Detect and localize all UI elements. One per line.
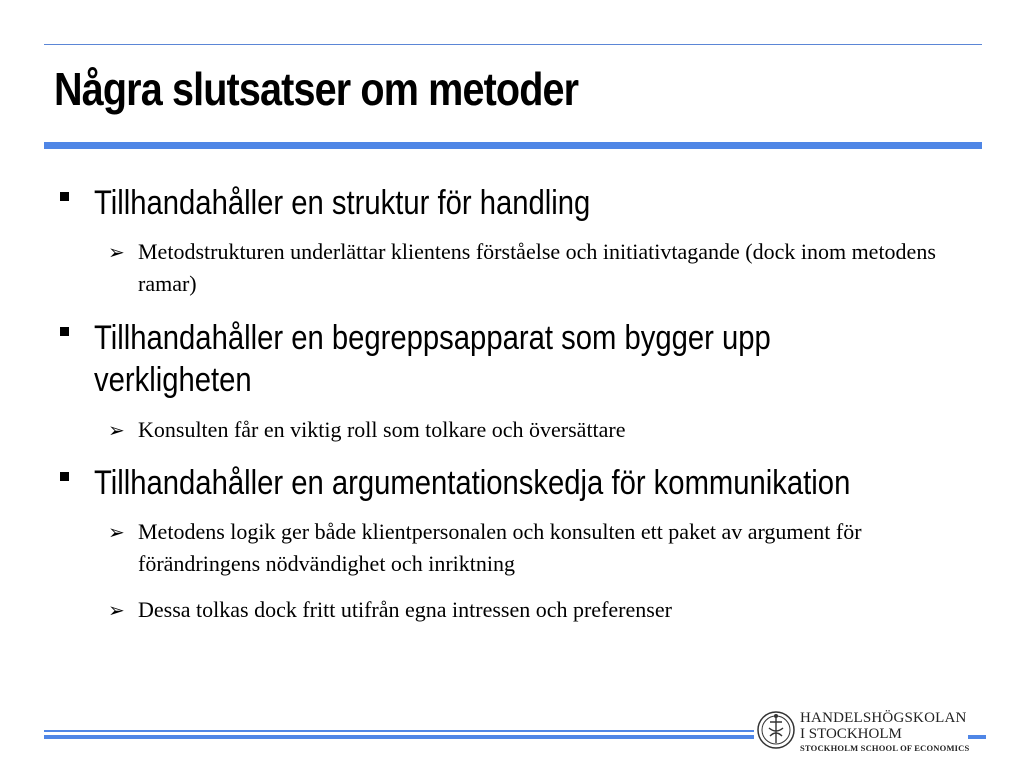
square-bullet-icon (60, 472, 69, 481)
arrow-bullet-icon: ➢ (108, 418, 125, 442)
seal-icon (756, 708, 796, 752)
arrow-bullet-icon: ➢ (108, 240, 125, 264)
arrow-bullet-icon: ➢ (108, 520, 125, 544)
square-bullet-icon (60, 327, 69, 336)
bullet-text: Tillhandahåller en argumentationskedja för kommunikation (94, 464, 851, 502)
logo-text-line1: HANDELSHÖGSKOLAN (800, 710, 967, 726)
bullet-text: Tillhandahåller en struktur för handling (94, 184, 591, 222)
slide-title: Några slutsatser om metoder (54, 63, 579, 115)
sub-bullet-item (108, 516, 938, 580)
logo-text-line3: STOCKHOLM SCHOOL OF ECONOMICS (800, 743, 970, 753)
sub-bullet-item (108, 594, 938, 626)
sub-bullet-item (108, 414, 938, 446)
arrow-bullet-icon: ➢ (108, 598, 125, 622)
school-logo (756, 708, 976, 758)
square-bullet-icon (60, 192, 69, 201)
sub-bullet-text: Dessa tolkas dock fritt utifrån egna intressen och preferenser (138, 597, 672, 622)
sub-bullet-text: Konsulten får en viktig roll som tolkare och översättare (138, 417, 626, 442)
sub-bullet-text: Metodstrukturen underlättar klientens förståelse och initiativtagande (dock inom metodens ramar) (138, 239, 936, 296)
bullet-item (56, 182, 956, 224)
logo-text-line2: I STOCKHOLM (800, 726, 902, 742)
sub-bullet-text: Metodens logik ger både klientpersonalen och konsulten ett paket av argument för förändringens nödvändighet och inriktning (138, 519, 862, 576)
bottom-divider-thin (44, 730, 754, 732)
bullet-text: Tillhandahåller en begreppsapparat som bygger upp verkligheten (94, 319, 771, 399)
sub-bullet-item (108, 236, 938, 300)
bullet-item (56, 462, 956, 504)
bottom-divider-thick (44, 735, 754, 739)
bullet-item (56, 317, 956, 401)
